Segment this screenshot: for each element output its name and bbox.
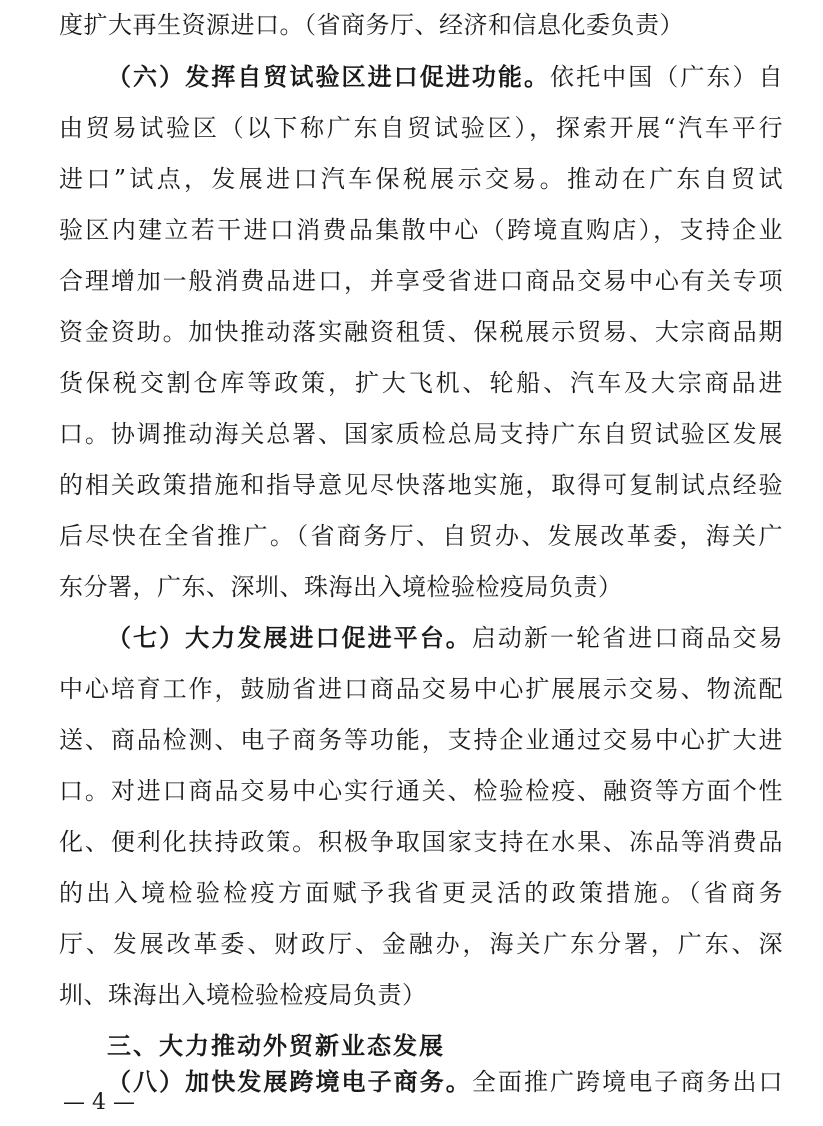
body-line: 东分署，广东、深圳、珠海出入境检验检疫局负责） (59, 573, 623, 601)
body-line: 化、便利化扶持政策。积极争取国家支持在水果、冻品等消费品 (59, 828, 783, 856)
body-line: 的出入境检验检疫方面赋予我省更灵活的政策措施。（省商务 (59, 879, 783, 907)
section-eight-lead-line: （八）加快发展跨境电子商务。全面推广跨境电子商务出口 (107, 1068, 784, 1096)
body-line: 货保税交割仓库等政策，扩大飞机、轮船、汽车及大宗商品进 (59, 369, 783, 397)
body-line: 口。对进口商品交易中心实行通关、检验检疫、融资等方面个性 (59, 777, 783, 805)
body-line: 圳、珠海出入境检验检疫局负责） (59, 981, 427, 1009)
body-line: 的相关政策措施和指导意见尽快落地实施，取得可复制试点经验 (59, 471, 783, 499)
body-line: 资金资助。加快推动落实融资租赁、保税展示贸易、大宗商品期 (59, 318, 783, 346)
body-line: 度扩大再生资源进口。（省商务厅、经济和信息化委负责） (59, 11, 684, 39)
body-line: 验区内建立若干进口消费品集散中心（跨境直购店），支持企业 (59, 216, 783, 244)
body-line: 合理增加一般消费品进口，并享受省进口商品交易中心有关专项 (59, 267, 783, 295)
section-three-heading: 三、大力推动外贸新业态发展 (107, 1032, 445, 1060)
body-line: 厅、发展改革委、财政厅、金融办，海关广东分署，广东、深 (59, 930, 783, 958)
section-seven-title: （七）大力发展进口促进平台。 (107, 624, 472, 652)
section-six-title: （六）发挥自贸试验区进口促进功能。 (107, 63, 551, 91)
section-seven-lead-line: （七）大力发展进口促进平台。启动新一轮省进口商品交易 (107, 624, 784, 652)
section-eight-title: （八）加快发展跨境电子商务。 (107, 1068, 472, 1096)
body-line: 由贸易试验区（以下称广东自贸试验区），探索开展“汽车平行 (59, 114, 783, 142)
body-line: 送、商品检测、电子商务等功能，支持企业通过交易中心扩大进 (59, 726, 783, 754)
body-line: 后尽快在全省推广。（省商务厅、自贸办、发展改革委，海关广 (59, 522, 783, 550)
body-line: 进口”试点，发展进口汽车保税展示交易。推动在广东自贸试 (59, 165, 783, 193)
body-line: 口。协调推动海关总署、国家质检总局支持广东自贸试验区发展 (59, 420, 783, 448)
body-line: 中心培育工作，鼓励省进口商品交易中心扩展展示交易、物流配 (59, 675, 783, 703)
page-number: — 4 — (63, 1090, 135, 1115)
section-six-lead-line: （六）发挥自贸试验区进口促进功能。依托中国（广东）自 (107, 63, 784, 91)
